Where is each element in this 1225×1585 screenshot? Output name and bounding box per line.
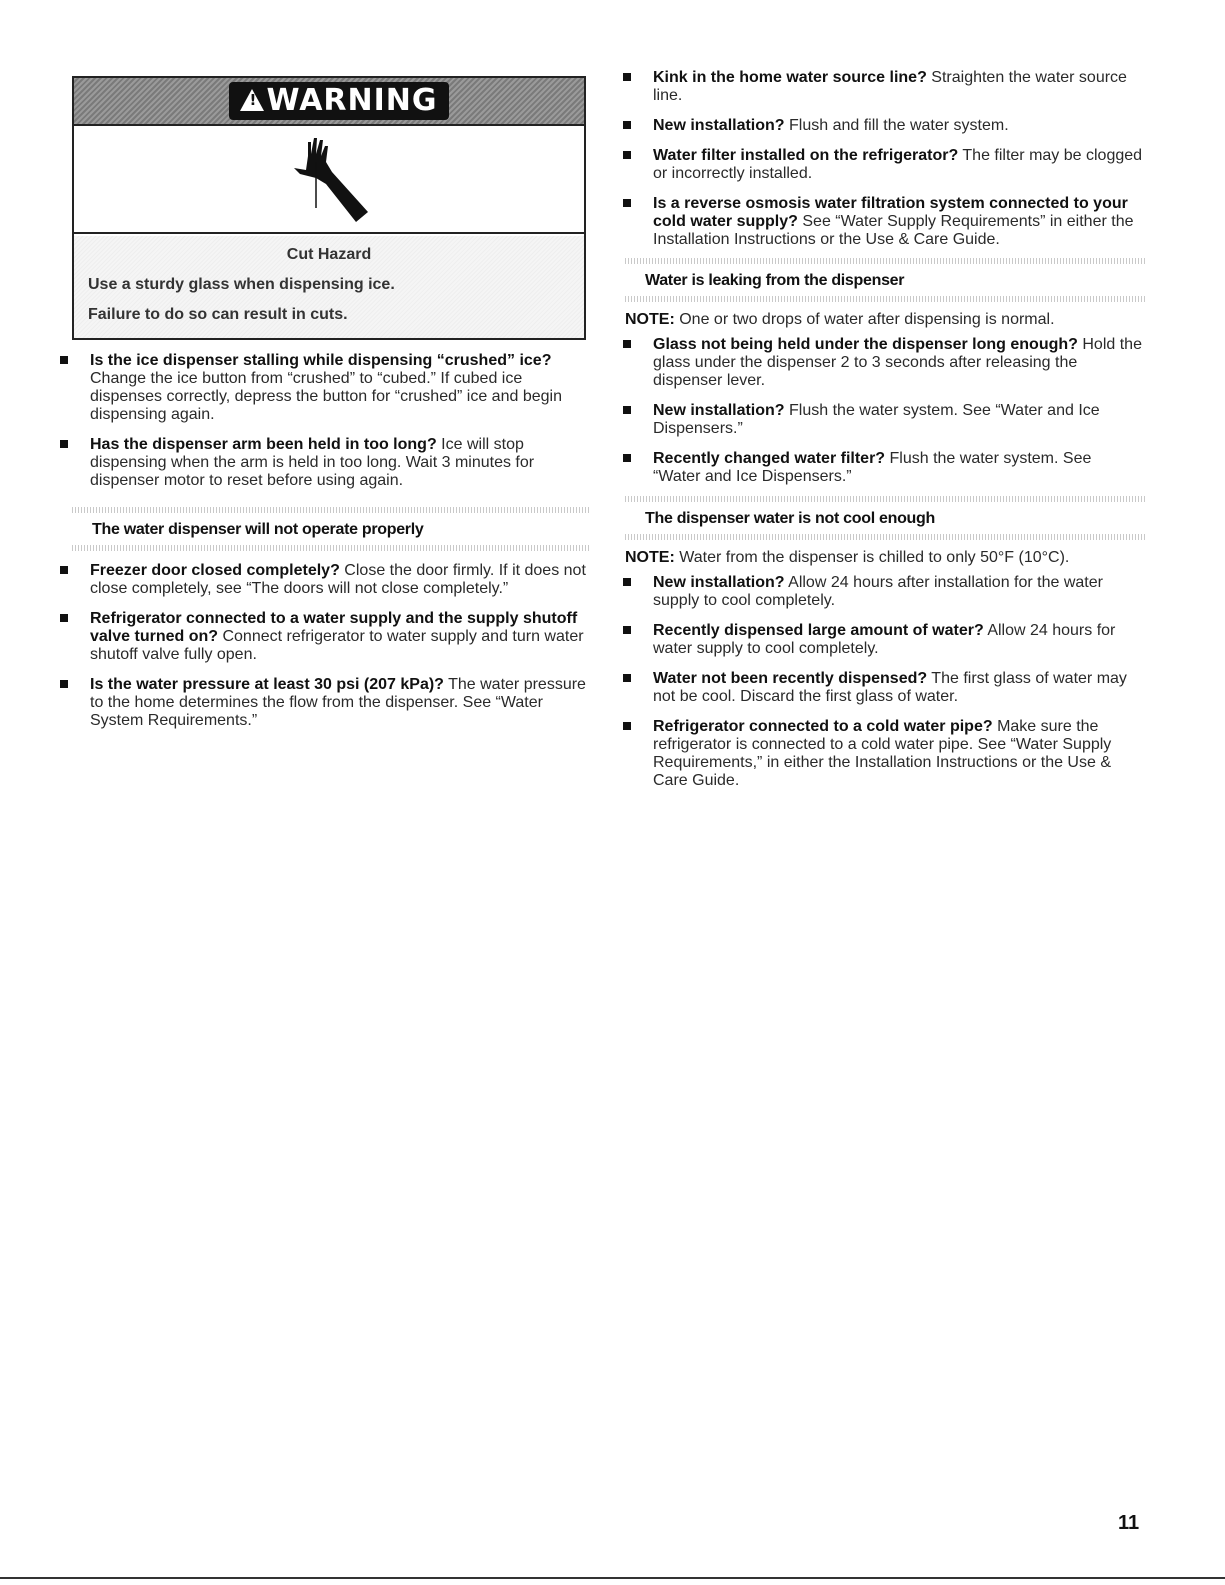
bullet-square-icon [623, 626, 631, 634]
section-title: Water is leaking from the dispenser [645, 272, 905, 289]
item-question: Kink in the home water source line? [653, 69, 927, 86]
section-header-leaking [625, 258, 1145, 302]
item-question: Refrigerator connected to a cold water pipe? [653, 718, 993, 735]
section-header-not-cool [625, 496, 1145, 540]
item-answer: The water pressure to the home determines the flow from the dispenser. See “Water System Requirements.” [90, 676, 586, 729]
item-question: Is a reverse osmosis water filtration system connected to your cold water supply? [653, 195, 1128, 230]
water-dispenser-list [60, 562, 590, 742]
note-leaking: NOTE: One or two drops of water after dispensing is normal. [625, 311, 1055, 328]
list-item [623, 402, 1143, 438]
list-item [60, 676, 590, 730]
hazard-line-1: Use a sturdy glass when dispensing ice. [88, 276, 395, 293]
bullet-square-icon [60, 614, 68, 622]
item-question: New installation? [653, 117, 785, 134]
hazard-symbol-area [74, 126, 584, 234]
item-answer: Close the door firmly. If it does not close completely, see “The doors will not close completely.” [90, 562, 586, 597]
item-question: New installation? [653, 574, 785, 591]
item-answer: See “Water Supply Requirements” in either the Installation Instructions or the Use & Care Guide. [653, 213, 1134, 248]
item-question: Freezer door closed completely? [90, 562, 340, 579]
bullet-square-icon [60, 566, 68, 574]
bullet-square-icon [623, 121, 631, 129]
item-question: New installation? [653, 402, 785, 419]
list-item [60, 610, 590, 664]
list-item [623, 195, 1143, 249]
item-answer: The filter may be clogged or incorrectly installed. [653, 147, 1143, 182]
bullet-square-icon [60, 440, 68, 448]
warning-label: !WARNING [229, 82, 449, 120]
list-item [623, 336, 1143, 390]
warning-triangle-icon [240, 89, 264, 111]
cut-hazard-hand-icon [286, 132, 376, 228]
warning-box [72, 76, 586, 340]
item-answer: Allow 24 hours after installation for the water supply to cool completely. [653, 574, 1103, 609]
item-question: Is the water pressure at least 30 psi (207 kPa)? [90, 676, 444, 693]
hazard-line-2: Failure to do so can result in cuts. [88, 306, 348, 323]
bullet-square-icon [623, 406, 631, 414]
item-answer: Connect refrigerator to water supply and turn water shutoff valve fully open. [90, 628, 584, 663]
list-item [623, 117, 1143, 135]
item-answer: Hold the glass under the dispenser 2 to 3 seconds after releasing the dispenser lever. [653, 336, 1142, 389]
list-item [623, 69, 1143, 105]
list-item [60, 562, 590, 598]
hazard-title: Cut Hazard [286, 246, 372, 263]
not-cool-list [623, 574, 1143, 802]
item-question: Recently dispensed large amount of water? [653, 622, 984, 639]
item-answer: Make sure the refrigerator is connected to a cold water pipe. See “Water Supply Requirements,” in either the Installation Instructions or the Use & Care Guide. [653, 718, 1112, 789]
bullet-square-icon [623, 454, 631, 462]
item-answer: Allow 24 hours for water supply to cool completely. [653, 622, 1116, 657]
item-question: Water not been recently dispensed? [653, 670, 928, 687]
bullet-square-icon [623, 199, 631, 207]
list-item [623, 718, 1143, 790]
list-item [623, 670, 1143, 706]
item-answer: The first glass of water may not be cool. Discard the first glass of water. [653, 670, 1127, 705]
bullet-square-icon [60, 356, 68, 364]
list-item [623, 450, 1143, 486]
bullet-square-icon [623, 674, 631, 682]
item-question: Refrigerator connected to a water supply and the supply shutoff valve turned on? [90, 610, 578, 645]
section-title: The dispenser water is not cool enough [645, 510, 935, 527]
list-item [60, 352, 590, 424]
item-answer: Ice will stop dispensing when the arm is held in too long. Wait 3 minutes for dispenser motor to reset before using again. [90, 436, 535, 489]
item-question: Glass not being held under the dispenser long enough? [653, 336, 1078, 353]
item-question: Water filter installed on the refrigerator? [653, 147, 959, 164]
list-item [623, 147, 1143, 183]
item-answer: Flush and fill the water system. [784, 117, 1009, 134]
warning-body [74, 236, 584, 338]
item-question: Has the dispenser arm been held in too long? [90, 436, 437, 453]
item-answer: Straighten the water source line. [653, 69, 1127, 104]
item-question: Is the ice dispenser stalling while dispensing “crushed” ice? [90, 352, 552, 369]
ice-dispenser-list [60, 352, 590, 502]
bullet-square-icon [623, 151, 631, 159]
list-item [623, 622, 1143, 658]
list-item [60, 436, 590, 490]
bottom-rule [0, 1577, 1225, 1579]
water-source-list [623, 69, 1143, 261]
bullet-square-icon [623, 722, 631, 730]
list-item [623, 574, 1143, 610]
note-cool: NOTE: Water from the dispenser is chilled to only 50°F (10°C). [625, 549, 1070, 566]
bullet-square-icon [623, 340, 631, 348]
warning-header [74, 78, 584, 126]
bullet-square-icon [60, 680, 68, 688]
item-answer: Flush the water system. See “Water and Ice Dispensers.” [653, 450, 1092, 485]
section-header-water-dispenser [72, 507, 590, 551]
bullet-square-icon [623, 578, 631, 586]
section-title: The water dispenser will not operate properly [92, 521, 424, 538]
bullet-square-icon [623, 73, 631, 81]
page-number: 11 [1118, 1512, 1140, 1534]
item-question: Recently changed water filter? [653, 450, 886, 467]
item-answer: Change the ice button from “crushed” to “cubed.” If cubed ice dispenses correctly, depress the button for “crushed” ice and begin dispensing again. [90, 370, 562, 423]
leaking-list [623, 336, 1143, 498]
item-answer: Flush the water system. See “Water and Ice Dispensers.” [653, 402, 1100, 437]
